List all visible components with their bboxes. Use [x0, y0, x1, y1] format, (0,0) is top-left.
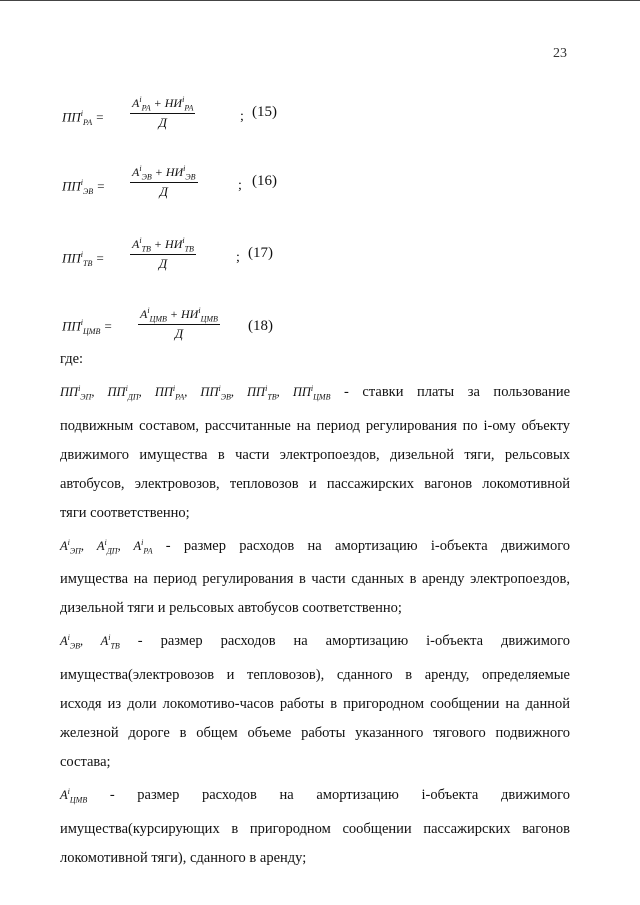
symbol-list: $A^i_{ЭП}$, $A^i_{ДП}$, $A^i_{РА}$ — [60, 537, 153, 556]
formula-denominator: Д — [159, 184, 168, 200]
paragraph-line: дизельной тяги и рельсовых автобусов соответственно; — [60, 600, 402, 617]
page-number: 23 — [553, 46, 567, 61]
formula-fraction — [130, 95, 195, 131]
where-label: где: — [60, 351, 84, 367]
formula-denominator: Д — [158, 256, 168, 272]
equation-number-18: (18) — [248, 318, 273, 334]
formula-denominator: Д — [174, 326, 184, 342]
equation-number-15: (15) — [252, 104, 277, 120]
paragraph-line: имущества на период регулирования в части сданных в аренду электропоездов, — [60, 571, 570, 588]
paragraph-line: тяги соответственно; — [60, 504, 190, 521]
formula-fraction — [130, 236, 196, 272]
symbol-list: $A^i_{ЭВ}$, $A^i_{ТВ}$ — [60, 633, 120, 651]
paragraph-amortization-2 — [60, 623, 570, 777]
paragraph-line: $A^i_{ЭВ}$, $A^i_{ТВ}$ - размер расходов на амортизацию i-объекта движимого — [60, 633, 571, 651]
paragraph-amortization-1 — [60, 528, 570, 624]
body-text — [60, 345, 570, 873]
paragraph-line: $ПП^i_{ЭП}$, $ПП^i_{ДП}$, $ПП^i_{РА}$, $ПП^i_{ЭВ}$, $ПП^i_{ТВ}$, $ПП^i_{ЦМВ}$ - ставки платы за пользование — [60, 384, 571, 402]
formula-terminator: ; — [240, 109, 244, 124]
paragraph-line: исходя из доли локомотиво-часов работы в пригородном сообщении на данной — [60, 695, 570, 712]
formula-denominator: Д — [158, 115, 167, 131]
formula-fraction — [130, 164, 198, 200]
paragraph-line: локомотивной тяги), сданного в аренду; — [60, 849, 307, 866]
formula-numerator: $A^i_{РА} + НИ^i_{РА}$ — [132, 95, 194, 113]
paragraph-line: автобусов, электровозов, тепловозов и пассажирских вагонов локомотивной — [60, 475, 570, 492]
page-top-border — [0, 0, 640, 1]
symbol-list: $A^i_{ЦМВ}$ — [60, 786, 88, 805]
formula-lhs: $ПП^i_{ЦМВ}$ = — [62, 318, 113, 336]
paragraph-line: $A^i_{ЭП}$, $A^i_{ДП}$, $A^i_{РА}$ - размер расходов на амортизацию i-объекта движимого — [60, 537, 571, 556]
equation-number-17: (17) — [248, 245, 273, 261]
paragraph-line: имущества(электровозов и тепловозов), сданного в аренду, определяемые — [60, 666, 570, 683]
paragraph-rates — [60, 374, 570, 528]
paragraph-line: железной дороге в общем объеме работы указанного тягового подвижного — [60, 724, 570, 741]
paragraph-line: подвижным составом, рассчитанные на период регулирования по i-ому объекту — [60, 417, 570, 434]
equation-number-16: (16) — [252, 173, 277, 189]
paragraph-amortization-3 — [60, 777, 570, 873]
formula-lhs: $ПП^i_{ЭВ}$ = — [62, 178, 106, 196]
formula-terminator: ; — [238, 178, 242, 193]
formula-lhs: $ПП^i_{РА}$ = — [62, 109, 105, 127]
formula-numerator: $A^i_{ЭВ} + НИ^i_{ЭВ}$ — [132, 164, 196, 182]
paragraph-line: движимого имущества в части электропоездов, дизельной тяги, рельсовых — [60, 446, 570, 463]
formula-lhs: $ПП^i_{ТВ}$ = — [62, 250, 105, 268]
formula-numerator: $A^i_{ТВ} + НИ^i_{ТВ}$ — [132, 236, 194, 254]
symbol-list: $ПП^i_{ЭП}$, $ПП^i_{ДП}$, $ПП^i_{РА}$, $ПП^i_{ЭВ}$, $ПП^i_{ТВ}$, $ПП^i_{ЦМВ}$ — [60, 384, 331, 402]
formula-numerator: $A^i_{ЦМВ} + НИ^i_{ЦМВ}$ — [140, 306, 218, 324]
paragraph-line: состава; — [60, 753, 111, 770]
formula-fraction — [138, 306, 220, 342]
paragraph-line: $A^i_{ЦМВ}$ - размер расходов на амортизацию i-объекта движимого — [60, 786, 570, 805]
paragraph-line: имущества(курсирующих в пригородном сообщении пассажирских вагонов — [60, 820, 570, 837]
formula-terminator: ; — [236, 250, 240, 265]
